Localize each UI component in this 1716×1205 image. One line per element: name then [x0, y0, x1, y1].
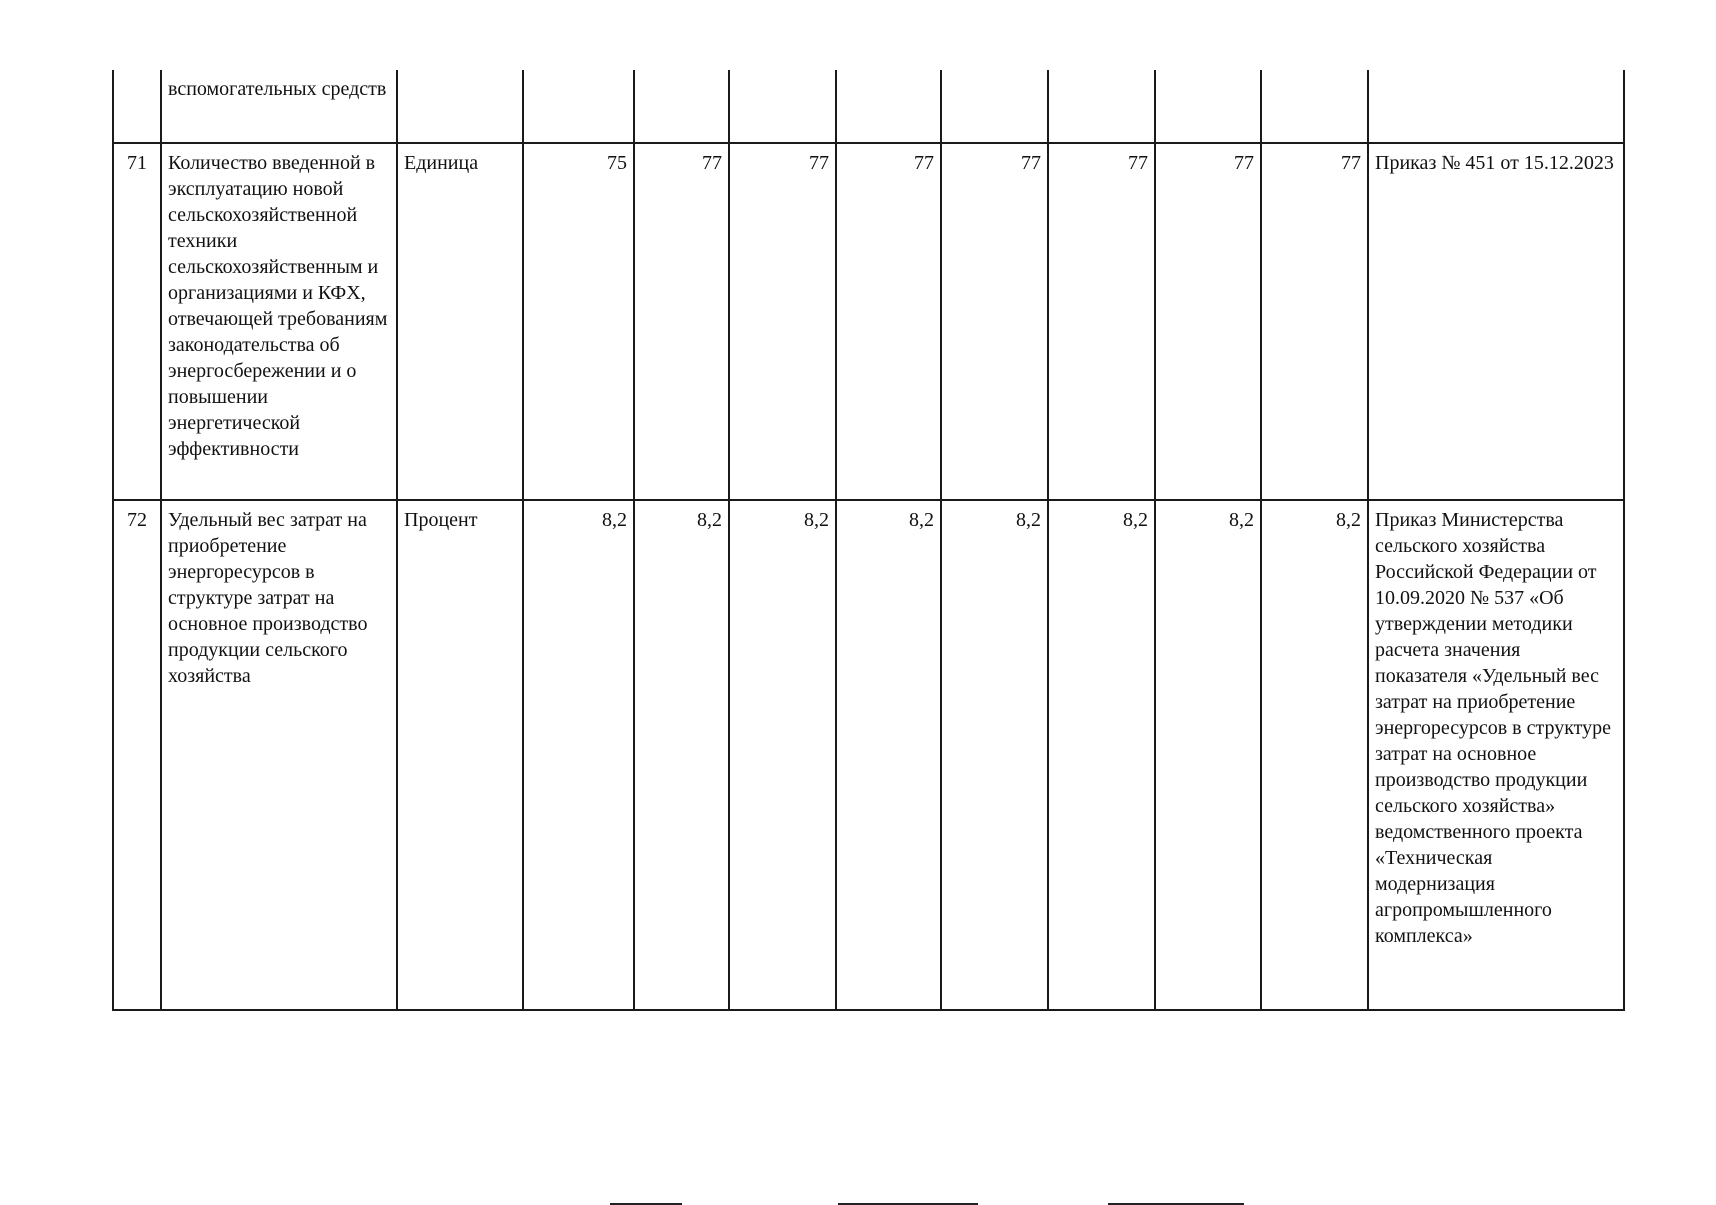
value-cell — [1261, 70, 1368, 143]
indicators-table — [112, 70, 1625, 1011]
row-index-cell: 72 — [113, 500, 161, 1010]
value-cell — [836, 70, 941, 143]
value-cell: 8,2 — [836, 500, 941, 1010]
value-cell: 8,2 — [523, 500, 634, 1010]
value-cell: 8,2 — [634, 500, 729, 1010]
value-cell: 77 — [1155, 143, 1261, 500]
indicator-name-cell: Удельный вес затрат на приобретение энергоресурсов в структуре затрат на основное производство продукции сельского хозяйства — [161, 500, 397, 1010]
indicator-name-cell: вспомогательных средств — [161, 70, 397, 143]
value-cell — [941, 70, 1048, 143]
value-cell — [729, 70, 836, 143]
unit-cell: Единица — [397, 143, 523, 500]
unit-cell — [397, 70, 523, 143]
indicator-name-cell: Количество введенной в эксплуатацию новой сельскохозяйственной техники сельскохозяйственным и организациями и КФХ, отвечающей требованиям законодательства об энергосбережении и о повышении энергетической эффективности — [161, 143, 397, 500]
value-cell — [1155, 70, 1261, 143]
value-cell: 8,2 — [1048, 500, 1155, 1010]
value-cell: 75 — [523, 143, 634, 500]
table-row — [113, 143, 1624, 500]
source-cell — [1368, 70, 1624, 143]
value-cell: 77 — [836, 143, 941, 500]
value-cell — [1048, 70, 1155, 143]
value-cell: 8,2 — [729, 500, 836, 1010]
value-cell: 8,2 — [1261, 500, 1368, 1010]
value-cell: 8,2 — [941, 500, 1048, 1010]
source-cell: Приказ Министерства сельского хозяйства Российской Федерации от 10.09.2020 № 537 «Об утверждении методики расчета значения показателя «Удельный вес затрат на приобретение энергоресурсов в структуре затрат на основное производство продукции сельского хозяйства» ведомственного проекта «Техническая модернизация агропромышленного комплекса» — [1368, 500, 1624, 1010]
table-row — [113, 500, 1624, 1010]
value-cell: 77 — [634, 143, 729, 500]
value-cell: 77 — [1048, 143, 1155, 500]
source-cell: Приказ № 451 от 15.12.2023 — [1368, 143, 1624, 500]
value-cell — [523, 70, 634, 143]
unit-cell: Процент — [397, 500, 523, 1010]
value-cell: 8,2 — [1155, 500, 1261, 1010]
row-index-cell: 71 — [113, 143, 161, 500]
row-index-cell — [113, 70, 161, 143]
value-cell: 77 — [1261, 143, 1368, 500]
value-cell: 77 — [941, 143, 1048, 500]
value-cell: 77 — [729, 143, 836, 500]
value-cell — [634, 70, 729, 143]
table-row-continuation — [113, 70, 1624, 143]
